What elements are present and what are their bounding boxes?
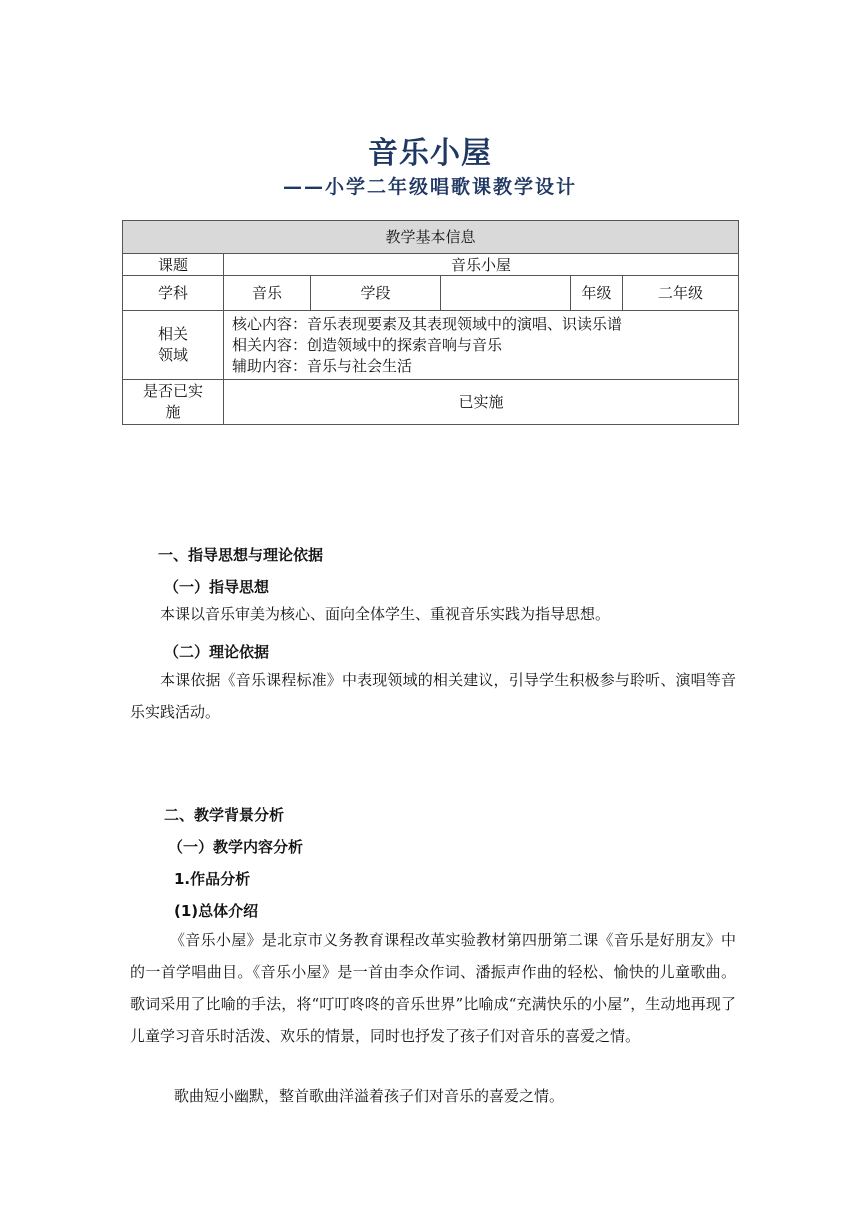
area-related-line: 相关内容：创造领域中的探索音响与音乐 <box>232 335 503 354</box>
implemented-label <box>123 380 224 425</box>
topic-value: 音乐小屋 <box>224 254 739 276</box>
area-auxiliary-line: 辅助内容：音乐与社会生活 <box>232 356 413 375</box>
table-row <box>123 311 739 380</box>
section-2-paragraph-2: 歌曲短小幽默，整首歌曲洋溢着孩子们对音乐的喜爱之情。 <box>174 1087 565 1105</box>
grade-value: 二年级 <box>623 276 739 311</box>
section-1-1-heading: （一）指导思想 <box>164 578 270 596</box>
table-row <box>123 276 739 311</box>
document-subtitle: ——小学二年级唱歌课教学设计 <box>282 176 577 198</box>
topic-label: 课题 <box>123 254 224 276</box>
grade-label: 年级 <box>571 276 623 311</box>
table-row <box>123 254 739 276</box>
area-label-line: 领域 <box>157 346 188 364</box>
section-1-2-text: 本课依据《音乐课程标准》中表现领域的相关建议，引导学生积极参与聆听、演唱等音乐实践活动。 <box>130 671 736 721</box>
table-header: 教学基本信息 <box>123 221 739 254</box>
section-1-1-text: 本课以音乐审美为核心、面向全体学生、重视音乐实践为指导思想。 <box>160 605 611 623</box>
implemented-label-line: 施 <box>165 403 181 421</box>
subject-label: 学科 <box>123 276 224 311</box>
stage-label: 学段 <box>311 276 441 311</box>
section-2-1-1-heading: 1.作品分析 <box>174 870 251 888</box>
document-title: 音乐小屋 <box>368 136 492 171</box>
implemented-label-line: 是否已实 <box>142 382 203 400</box>
subject-value: 音乐 <box>224 276 311 311</box>
section-2-paragraph: 《音乐小屋》是北京市义务教育课程改革实验教材第四册第二课《音乐是好朋友》中的一首学唱曲目。《音乐小屋》是一首由李众作词、潘振声作曲的轻松、愉快的儿童歌曲。歌词采用了比喻的手法，将“叮叮咚咚的音乐世界”比喻成“充满快乐的小屋”，生动地再现了儿童学习音乐时活泼、欢乐的情景，同时也抒发了孩子们对音乐的喜爱之情。 <box>130 931 736 1045</box>
area-core-line: 核心内容：音乐表现要素及其表现领域中的演唱、识读乐谱 <box>232 314 623 333</box>
section-1-heading: 一、指导思想与理论依据 <box>158 546 324 564</box>
stage-value <box>441 276 571 311</box>
section-1-2-heading: （二）理论依据 <box>164 643 270 661</box>
section-2-1-1-1-heading: (1)总体介绍 <box>174 902 259 920</box>
area-content <box>224 311 739 380</box>
basic-info-table <box>122 220 739 425</box>
table-header-row <box>123 221 739 254</box>
area-label-line: 相关 <box>157 325 188 343</box>
implemented-value: 已实施 <box>224 380 739 425</box>
table-row <box>123 380 739 425</box>
section-2-heading: 二、教学背景分析 <box>164 806 285 824</box>
section-2-1-heading: （一）教学内容分析 <box>168 838 304 856</box>
area-label <box>123 311 224 380</box>
